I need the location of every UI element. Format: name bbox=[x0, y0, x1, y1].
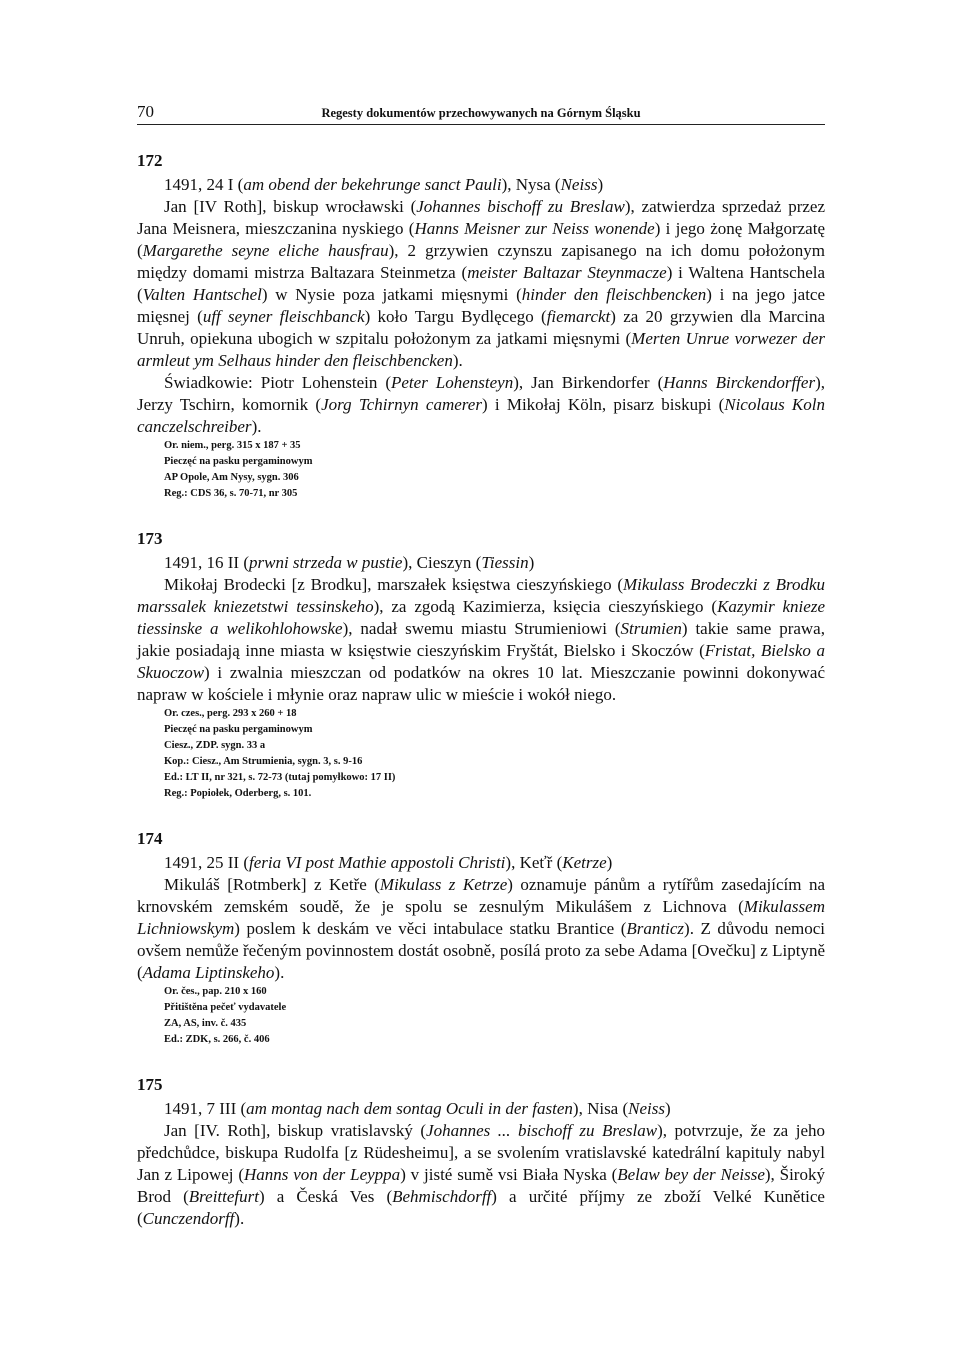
italic-term: Hanns von der Leyppa bbox=[244, 1165, 401, 1184]
archival-note: Kop.: Ciesz., Am Strumienia, sygn. 3, s. 9-16 bbox=[164, 756, 363, 767]
text-run: ) a určité příjmy ze zboží Velké Kunětice ( bbox=[137, 1187, 825, 1228]
text-run: ). bbox=[274, 963, 285, 982]
entry-paragraph bbox=[137, 1120, 825, 1230]
text-run: ) i zwalnia mieszczan od podatków na okres 10 lat. Mieszczanie powinni dokonywać napraw w kościele i młynie oraz napraw ulic w mieście i wokół niego. bbox=[137, 663, 825, 704]
archival-notes bbox=[137, 984, 825, 1048]
archival-note: Reg.: CDS 36, s. 70-71, nr 305 bbox=[164, 488, 298, 499]
text-run: ) bbox=[597, 175, 604, 194]
archival-note: Or. niem., perg. 315 x 187 + 35 bbox=[164, 440, 301, 451]
archival-note: Or. čes., pap. 210 x 160 bbox=[164, 986, 267, 997]
italic-term: prwni strzeda w pustie bbox=[248, 553, 403, 572]
text-run: ) bbox=[528, 553, 535, 572]
text-run: ). bbox=[234, 1209, 245, 1228]
text-run: Mikołaj Brodecki [z Brodku], marszałek księstwa cieszyńskiego ( bbox=[164, 575, 623, 594]
italic-term: Kazymir knieze tiessinske a welikohlohowske bbox=[137, 597, 825, 638]
archival-note: Přitištěna pečeť vydavatele bbox=[164, 1002, 287, 1013]
archival-note: Reg.: Popiołek, Oderberg, s. 101. bbox=[164, 788, 312, 799]
entry-paragraph bbox=[137, 874, 825, 984]
text-run: 1491, 16 II ( bbox=[164, 553, 249, 572]
text-run: ), Cieszyn ( bbox=[402, 553, 482, 572]
archival-note: Ed.: LT II, nr 321, s. 72-73 (tutaj pomyłkowo: 17 II) bbox=[164, 772, 396, 783]
entry-174 bbox=[137, 828, 825, 1048]
archival-note: Or. czes., perg. 293 x 260 + 18 bbox=[164, 708, 297, 719]
italic-term: Nicolaus Koln canczelschreiber bbox=[137, 395, 825, 436]
italic-term: Valten Hantschel bbox=[142, 285, 262, 304]
text-run: ) poslem k deskám ve věci intabulace statku Brantice ( bbox=[234, 919, 627, 938]
text-run: 1491, 25 II ( bbox=[164, 853, 249, 872]
archival-note: Pieczęć na pasku pergaminowym bbox=[164, 724, 313, 735]
entry-172 bbox=[137, 150, 825, 502]
text-run: Świadkowie: Piotr Lohenstein ( bbox=[164, 373, 391, 392]
italic-term: uff seyner fleischbanck bbox=[202, 307, 365, 326]
text-run: ) bbox=[664, 1099, 671, 1118]
text-run: Jan [IV. Roth], biskup vratislavský ( bbox=[164, 1121, 427, 1140]
text-run: ), Keťř ( bbox=[505, 853, 563, 872]
archival-notes bbox=[137, 706, 825, 802]
italic-term: meister Baltazar Steynmacze bbox=[467, 263, 667, 282]
italic-term: Tiessin bbox=[481, 553, 529, 572]
text-run: 1491, 24 I ( bbox=[164, 175, 244, 194]
italic-term: Johannes ... bischoff zu Breslaw bbox=[426, 1121, 658, 1140]
text-run: ) takie same prawa, jakie posiadają inne miasta w księstwie cieszyńskim Fryštát, Bielsko i Skoczów ( bbox=[137, 619, 825, 660]
italic-term: feria VI post Mathie appostoli Christi bbox=[248, 853, 506, 872]
text-run: ), 2 grzywien czynszu zapisanego na ich domu położonym między domami mistrza Baltazara Steinmetza ( bbox=[137, 241, 825, 282]
archival-note: Ed.: ZDK, s. 266, č. 406 bbox=[164, 1034, 270, 1045]
entry-date bbox=[137, 552, 825, 574]
text-run: Jan [IV Roth], biskup wrocławski ( bbox=[164, 197, 417, 216]
italic-term: Peter Lohensteyn bbox=[391, 373, 514, 392]
archival-note: ZA, AS, inv. č. 435 bbox=[164, 1018, 247, 1029]
text-run: ) v jisté sumě vsi Biała Nyska ( bbox=[400, 1165, 618, 1184]
text-run: ), Nysa ( bbox=[501, 175, 561, 194]
running-title: Regesty dokumentów przechowywanych na Górnym Śląsku bbox=[321, 106, 641, 120]
italic-term: am montag nach dem sontag Oculi in der fasten bbox=[246, 1099, 573, 1118]
text-run: Mikuláš [Rotmberk] z Ketře ( bbox=[164, 875, 380, 894]
italic-term: Cunczendorff bbox=[142, 1209, 235, 1228]
italic-term: Behmischdorff bbox=[392, 1187, 492, 1206]
entry-number: 175 bbox=[137, 1075, 163, 1094]
italic-term: Fristat, Bielsko a Skuoczow bbox=[137, 641, 825, 682]
entry-number: 174 bbox=[137, 829, 163, 848]
text-run: ). Z důvodu nemoci ovšem nemůže řečeným povinnostem dostát osobně, posílá proto za sebe Adama [Ovečku] z Liptyně ( bbox=[137, 919, 825, 982]
text-run: ), za zgodą Kazimierza, księcia cieszyńskiego ( bbox=[373, 597, 718, 616]
text-run: ), nadał swemu miastu Strumieniowi ( bbox=[342, 619, 621, 638]
entry-date bbox=[137, 174, 825, 196]
text-run: ), Jerzy Tschirn, komornik ( bbox=[137, 373, 825, 414]
text-run: ), Nisa ( bbox=[572, 1099, 629, 1118]
entry-date bbox=[137, 852, 825, 874]
text-run: ), Široký Brod ( bbox=[137, 1165, 825, 1206]
text-run: 1491, 7 III ( bbox=[164, 1099, 247, 1118]
text-run: ) za 20 grzywien dla Marcina Unruh, opiekuna ubogich w szpitalu położonym za jatkami mięsnymi ( bbox=[137, 307, 825, 348]
entry-173 bbox=[137, 528, 825, 802]
italic-term: Merten Unrue vorwezer der armleut ym Selhaus hinder den fleischbencken bbox=[137, 329, 825, 370]
text-run: ) bbox=[606, 853, 613, 872]
entry-paragraph bbox=[137, 196, 825, 372]
italic-term: fiemarckt bbox=[546, 307, 611, 326]
italic-term: am obend der bekehrunge sanct Pauli bbox=[243, 175, 502, 194]
italic-term: Jorg Tchirnyn camerer bbox=[321, 395, 482, 414]
italic-term: Ketrze bbox=[562, 853, 607, 872]
text-run: ) oznamuje pánům a rytířům zasedajícím na krnovském zemském soudě, že je spolu se zesnulým Mikulášem z Lichnova ( bbox=[137, 875, 825, 916]
text-run: ). bbox=[251, 417, 262, 436]
italic-term: Hanns Birckendorffer bbox=[663, 373, 816, 392]
italic-term: Mikulassem Lichniowskym bbox=[137, 897, 825, 938]
text-run: ) i Waltena Hantschela ( bbox=[137, 263, 826, 304]
text-run: ), potvrzuje, že za jeho předchůdce, biskupa Rudolfa [z Rüdesheimu], a se svolením vratislavské katedrální kapituly nabyl Jan z Lipowej ( bbox=[137, 1121, 826, 1184]
archival-note: Pieczęć na pasku pergaminowym bbox=[164, 456, 313, 467]
italic-term: hinder den fleischbencken bbox=[521, 285, 707, 304]
entry-date bbox=[137, 1098, 825, 1120]
text-run: ), zatwierdza sprzedaż przez Jana Meisnera, mieszczanina nyskiego ( bbox=[137, 197, 826, 238]
archival-note: Ciesz., ZDP. sygn. 33 a bbox=[164, 740, 266, 751]
text-run: ) i Mikołaj Köln, pisarz biskupi ( bbox=[481, 395, 725, 414]
text-run: ) i jego żonę Małgorzatę ( bbox=[137, 219, 825, 260]
entry-175 bbox=[137, 1074, 825, 1230]
entry-number: 173 bbox=[137, 529, 163, 548]
italic-term: Hanns Meisner zur Neiss wonende bbox=[414, 219, 655, 238]
italic-term: Branticz bbox=[626, 919, 685, 938]
text-run: ) koło Targu Bydlęcego ( bbox=[364, 307, 547, 326]
page-content bbox=[137, 150, 825, 1256]
text-run: ), Jan Birkendorfer ( bbox=[513, 373, 664, 392]
italic-term: Mikulass Brodeczki z Brodku marssalek kniezetstwi tessinskeho bbox=[137, 575, 825, 616]
text-run: ) a Česká Ves ( bbox=[258, 1187, 393, 1206]
page-number: 70 bbox=[137, 102, 154, 121]
text-run: ). bbox=[452, 351, 463, 370]
italic-term: Neiss bbox=[628, 1099, 665, 1118]
text-run: ) w Nysie poza jatkami mięsnymi ( bbox=[261, 285, 522, 304]
italic-term: Strumien bbox=[620, 619, 682, 638]
italic-term: Margarethe seyne eliche hausfrau bbox=[142, 241, 389, 260]
entry-number: 172 bbox=[137, 151, 163, 170]
italic-term: Mikulass z Ketrze bbox=[379, 875, 508, 894]
italic-term: Johannes bischoff zu Breslaw bbox=[416, 197, 625, 216]
italic-term: Adama Liptinskeho bbox=[142, 963, 275, 982]
italic-term: Neiss bbox=[560, 175, 598, 194]
archival-note: AP Opole, Am Nysy, sygn. 306 bbox=[164, 472, 299, 483]
italic-term: Belaw bey der Neisse bbox=[617, 1165, 765, 1184]
page-header bbox=[137, 100, 825, 125]
archival-notes bbox=[137, 438, 825, 502]
entry-paragraph bbox=[137, 574, 825, 706]
text-run: ) i na jego jatce mięsnej ( bbox=[137, 285, 826, 326]
entry-paragraph bbox=[137, 372, 825, 438]
italic-term: Breittefurt bbox=[188, 1187, 259, 1206]
